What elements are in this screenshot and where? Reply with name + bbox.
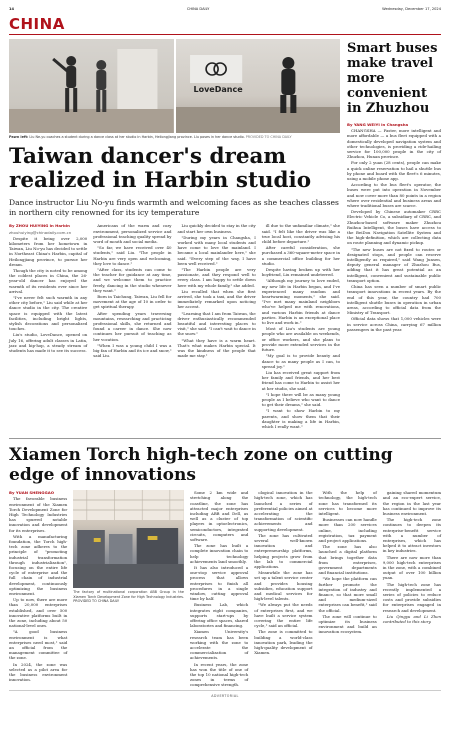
paragraph: There are now more than 9,000 high-tech enterprises in the zone, with a combined output of over 100 billion yuan. — [382, 554, 442, 581]
paragraph: Liu's studio, LoveDance, opened on July 16, offering adult classes in Latin, jazz and hip-hop, a steady stream of students has made it to see its success. — [9, 332, 88, 354]
paragraph: For only 2 yuan (28 cents), people can make a quick online reservation to hail a shuttle bus by phone and board with the fleet's 6 minutes, using a mobile phone app. — [347, 160, 441, 182]
paragraph: CHANGSHA — Faster, more intelligent and more affordable — a bus fleet equipped with a domestically developed navigation system and other technologies, is providing a ride-hailing service for 100,000 people in the city of Zhuzhou, Hunan province. — [347, 128, 441, 160]
paragraph: Born in Taichung, Taiwan, Liu fell for movement at the age of 10 in order to get spiritual therapy. — [93, 294, 172, 310]
paragraph: Up to now, there are more than 20,000 enterprises established, and over 500 innovative platforms built in the zone, including about 50 national-level ones. — [9, 597, 68, 629]
studio-logo: LoveDance — [193, 85, 243, 94]
paragraph: In recent years, the zone has won the title of one of the top 10 national high-tech zones in terms of comprehensive strength. — [189, 661, 249, 688]
photo-strip — [9, 39, 340, 133]
paragraph: The high-tech zone has recently implemented a series of policies to reduce costs and provide subsidies for enterprises engaged in research and development. — [382, 581, 442, 613]
side-story — [347, 39, 441, 430]
paragraph: Liu recalled that when she first arrived, she took a taxi, and the driver immediately remarked upon noticing her accent. — [177, 288, 256, 310]
paragraph: The zone will continue to optimize its business environment and build an innovation ecosystem. — [318, 613, 377, 635]
paragraph: Liu Qingyu and Li Zhen contributed to this story. — [382, 613, 442, 625]
paragraph: It has also introduced a one-stop service approval process that allows enterprises to finish all procedures in a single window, cutting approval time by half. — [189, 564, 249, 602]
paragraph: "I've never felt such warmth in any other city before," Liu said while at her dance studio in the city. The creative space is equipped with the latest facilities, including bright lights, stylish decorations and personalized touches. — [9, 295, 88, 332]
byline: By ZHOU HUIYING in Harbin — [9, 223, 70, 229]
paragraph: Businesses can now handle more than 200 services online, including registration, tax payment and project applications. — [318, 517, 377, 543]
paragraph: Some 2 km wide and stretching along the coastline, the zone has attracted major enterprises including ABB and Dell, as well as a cluster of top players in optoelectronics, semiconductors, integrated circuits, computers and software. — [189, 490, 249, 542]
main-deck: Dance instructor Liu No-yu finds warmth and welcoming faces as she teaches classes in northern city renowned for its icy temperature — [9, 198, 339, 217]
paragraph: ological innovation in the high-tech zone, which has launched a series of preferential policies aimed at accelerating the transformation of scientific achievements and supporting development. — [254, 490, 313, 532]
paragraph: gaining shared momentum and an eco-expert service, the region in the last year has continued to improve its business environment. — [382, 490, 442, 516]
paragraph: Despite it being over 2,000 kilometers from her hometown in Taiwan, Liu No-yu has decided to settle in Northeast China's Harbin, capital of Heilongjiang province, to pursue her dream. — [9, 235, 88, 267]
paragraph: According to the bus fleet's operator, the buses were put into operation in November and now cover more than 80 points in a region where over residential and business areas and where traditional buses are scarce. — [347, 182, 441, 209]
paragraph: "My goal is to provide beauty and dance to as many people as I can, to spread joy." — [261, 353, 340, 369]
lower-column-3 — [190, 490, 248, 689]
paragraph: "I want to show Harbin to my parents, and show them that their daughter is making a life in Harbin, which I really want." — [261, 408, 340, 429]
caption-credit: PROVIDED TO CHINA DAILY — [245, 135, 292, 139]
body-column-1 — [9, 223, 87, 430]
lower-column-5 — [319, 490, 377, 689]
paragraph: "I hope there will be as many young people as I believe who want to dance to get their dreams," she said. — [261, 391, 340, 408]
lower-column-6 — [383, 490, 441, 689]
caption-text: Liu Ne-yu coaches a student during a dance class at her studio in Harbin, Heilongjiang province. Liu poses in her dance studio. — [29, 135, 245, 139]
paragraph: Meanwhile the zone has set up a talent service center and provides housing subsidies, education support and medical services for high-level talents. — [254, 570, 313, 602]
issue-date: Wednesday, December 17, 2024 — [382, 7, 441, 11]
paragraph: "We always put the needs of enterprises first, and we have built a service system covering the entire life cycle," said an official. — [254, 602, 313, 629]
paragraph: Xiamen University's research team has been working with the zone to accelerate the commercialization of achievements. — [189, 629, 249, 661]
lower-story — [9, 490, 441, 689]
paragraph: "What they have is a warm heart. That's what makes Harbin special. It was the kindness of the people that made me stay." — [177, 337, 256, 359]
main-headline: Taiwan dancer's dream realized in Harbin studio — [9, 144, 312, 194]
paragraph: Despite having broken up with her boyfriend, Liu remained undeterred. — [261, 267, 340, 278]
paragraph: The zone is committed to building a world-class innovation park, leading the high-quality development of Xiamen. — [254, 629, 313, 656]
lower-column-4 — [254, 490, 312, 689]
paragraph: Liu has received great support from her family and friends, and her best friend has come to Harbin to assist her at her studio, she said. — [261, 369, 340, 391]
paragraph: "So far, we have received over 40 students," said Liu. "The people in Harbin are very open and welcoming, they love to dance." — [93, 245, 172, 266]
paragraph: Official data shows that 1,000 vehicles were in service across China, carrying 67 million passengers in the past year. — [347, 316, 441, 332]
paragraph: "The Harbin people are very passionate, and they respond well to every class. I am happy to settle down here with my whole family," she added. — [177, 267, 256, 288]
side-byline: By YANG WEIYI in Changsha — [347, 122, 409, 127]
advertorial-label: ADVERTORIAL — [211, 693, 239, 698]
section-title: CHINA — [9, 15, 441, 35]
lower-byline: By YUAN SHENGGAO — [9, 490, 55, 496]
masthead-line — [9, 5, 441, 13]
lower-headline: Xiamen Torch high-tech zone on cutting edge of innovations — [9, 445, 393, 486]
paragraph: The high-tech zone continues to deepen its enterprise-benefit service with a number of enterprises, which has helped it to attract investors in key industries. — [382, 517, 442, 554]
paragraph: Business Lab, which integrates eight companies, supports start-ups by offering office spaces, shared laboratories and financing. — [189, 602, 249, 629]
paragraph: After spending years traversing mountains, researching and practicing professional skills, she returned and found a career in dance. She now continues her pursuit of teaching as her vocation. — [93, 310, 172, 342]
photo-caption — [9, 135, 340, 139]
paragraph: "During my years in Changsha, I worked with many local students and have come to love the mainland. I became a local mainlander here," she said. "Every step of the way, I have been well received." — [177, 234, 256, 266]
paragraph: "Learning that I am from Taiwan, the driver enthusiastically recommended beautiful and interesting places to visit," she said. "I can't wait to dance in the snow." — [177, 310, 256, 337]
factory-photo-caption: The factory of multinational corporation ABB Group in the Xiamen Torch Development Zone for High Technology Industries. PROVIDED TO CHINA DAILY — [73, 590, 184, 603]
body-column-3 — [178, 223, 256, 430]
paragraph: After careful consideration, she purchased a 360-square-meter space in a commercial office building for her studio. — [261, 245, 340, 266]
paragraph: Americans of the warm and cozy environment, personalized service and professional teaching quality spread by word of mouth and social media. — [93, 223, 172, 245]
lower-column-1 — [9, 490, 67, 689]
section-divider — [9, 438, 441, 439]
paragraph: The favorable business environment of the Xiamen Torch Development Zone for High Technology Industries has spurred notable innovation and development for its enterprises. — [9, 496, 68, 533]
lower-photo-block — [73, 490, 184, 689]
paragraph: "After class, students can come to the teacher for guidance at any time, and we welcome them to practice freely, dancing in the studio whenever they want." — [93, 267, 172, 293]
factory-photo — [73, 490, 184, 588]
page-number: 14 — [9, 7, 15, 11]
paragraph: "When I was a young child I was a big fan of Harbin and its ice and snow," said Liu. — [93, 342, 172, 359]
paragraph: Liu quickly decided to stay in the city and start her own business. — [177, 223, 256, 234]
body-column-2 — [93, 223, 171, 430]
paragraph: With a manufacturing foundation, the Torch high-tech zone adheres to the principle of "promoting industrial transformation through industrialization", focusing on the entire life cycle of enterprise and the full chain of industrial development, continuously optimizing the business environment. — [9, 533, 68, 596]
paragraph: ill due to the unfamiliar climate," she said. "I felt like the driver was like a true local host, constantly advising his child before departure." — [261, 223, 340, 245]
paragraph: With the help of technology, the high-tech zone has transformed its services to become more intelligent. — [318, 490, 377, 516]
paragraph: China has seen a number of smart public transport innovations in recent years. By the end of this year, the country had 700 intelligent shuttle buses in operation in urban areas, according to official data from the Ministry of Transport. — [347, 284, 441, 316]
paragraph: In 2024, the zone was selected as a pilot area for the business environment innovation. — [9, 661, 68, 683]
body-column-4 — [262, 223, 340, 430]
paper-name: CHINA DAILY — [186, 7, 210, 11]
paragraph: "We hope the platform can further promote the integration of industry and finance, so that more small and medium-sized enterprises can benefit," said the official. — [318, 576, 377, 613]
footer-rule — [9, 690, 441, 691]
caption-lead: Pawn left: — [9, 135, 29, 139]
paragraph: Most of Liu's students are young people who are available on weekends, or office workers, and she plans to provide more extended services in the future. — [261, 326, 340, 353]
dance-class-photo — [9, 39, 174, 133]
main-story — [9, 39, 340, 430]
paragraph: "Although my journey to love ended, my new life in Harbin began, and I've experienced many random and heartwarming moments," she said. "I've met many mainland neighbors who've helped me with renovations, and various Harbin friends at dance parties. Harbin is an exceptional place to live and work in." — [261, 278, 340, 326]
dancer-portrait-photo — [176, 39, 341, 133]
paragraph: The zone has cultivated several well-known innovation and entrepreneurship platforms, helping projects grow from the lab to commercial applications. — [254, 532, 313, 569]
paragraph: Developed by Chinese automaker CRRC Electric Vehicle Co, a subsidiary of CRRC, and Zhuzhou-based software maker Zhuzhou Ruihua Intelligent, the buses have access to the BeiDou Navigation Satellite System and the high-definition, which are collecting data on route planning and dynamic pickup. — [347, 209, 441, 246]
side-body — [347, 122, 441, 332]
main-body — [9, 223, 340, 430]
paragraph: The zone has built a complete innovation chain to help technology achievements land smoothly. — [189, 543, 249, 564]
paragraph: The zone has also launched a digital platform that brings together data from enterprises, government departments and financial institutions. — [318, 544, 377, 576]
side-headline: Smart buses make travel more convenient in Zhuzhou — [347, 41, 438, 116]
byline-email: zhouhuiying@chinadaily.com.cn — [9, 229, 72, 235]
paragraph: "The new buses are not fixed to routes or designated stops, and people can reserve intelligently as required," said Wang Junsen, deputy general manager of Zhuzhou Bus, adding that it has great potential as an intelligent, convenient and sustainable public transport option. — [347, 246, 441, 283]
paragraph: "A good business environment is what enterprises need most," said an official from the management committee of the zone. — [9, 629, 68, 661]
paragraph: Though the city is noted to be among the coldest places in China, the 26-year-old dancer has enjoyed the warmth of its residents ever since her arrival. — [9, 268, 88, 294]
